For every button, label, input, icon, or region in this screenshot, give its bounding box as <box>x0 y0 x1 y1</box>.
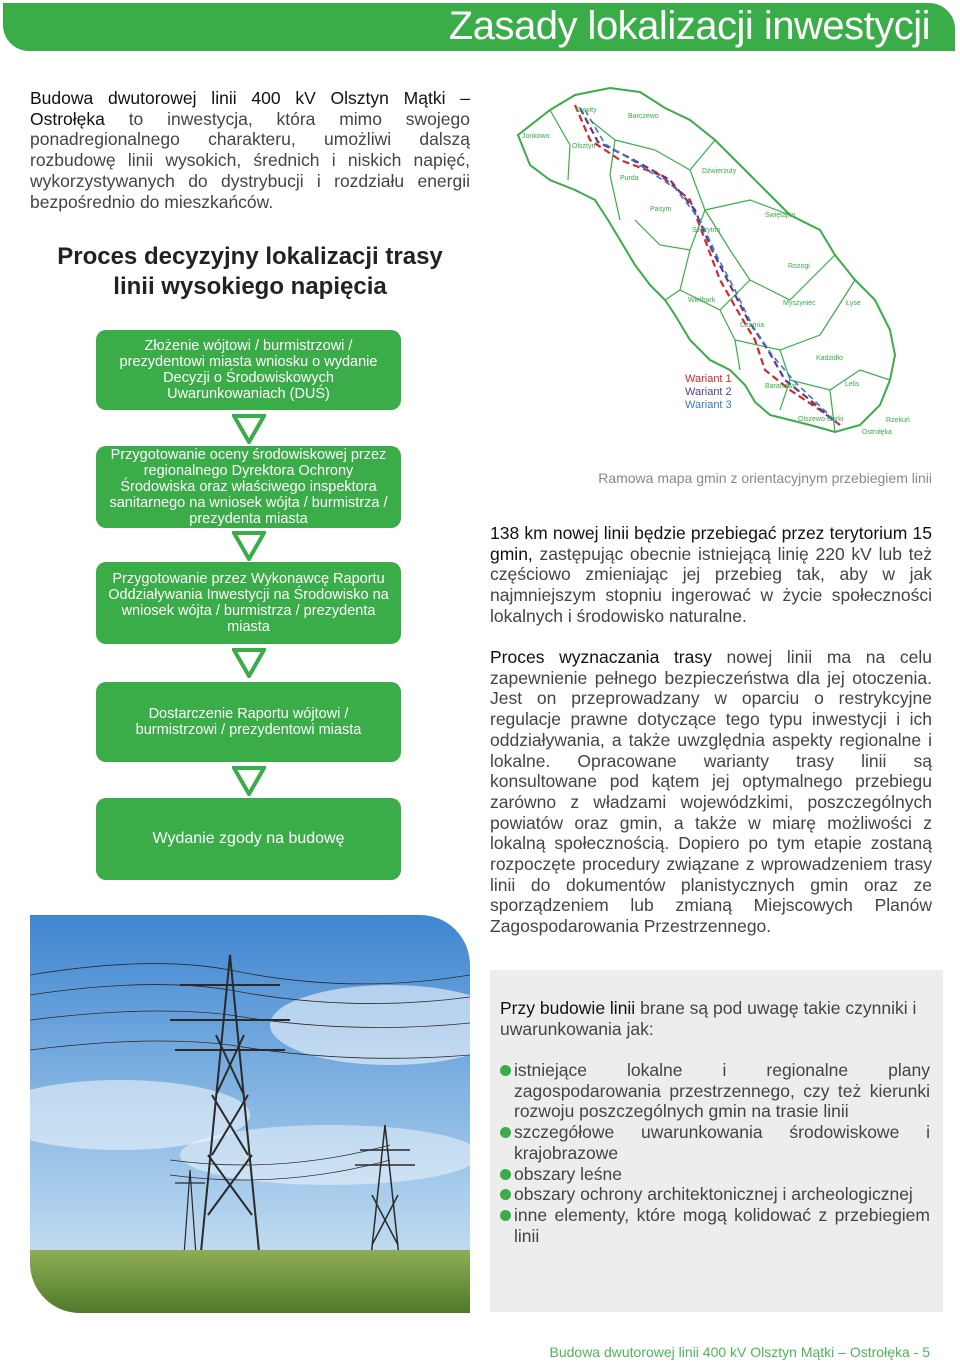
map-label-wielbark: Wielbark <box>688 297 716 304</box>
process-title-line1: Proces decyzyjny lokalizacji trasy <box>57 243 443 270</box>
flow-step-3: Przygotowanie przez Wykonawcę Raportu Oddziaływania Inwestycji na Środowisko na wniosek wójta / burmistrza / prezydenta miasta <box>96 562 401 644</box>
intro-text <box>30 88 470 212</box>
bullet-icon <box>500 1189 511 1200</box>
map-label-jonkowo: Jonkowo <box>522 133 550 140</box>
map-label-kadzidlo: Kadzidło <box>816 355 843 362</box>
map-label-barczewo: Barczewo <box>628 113 659 120</box>
flow-step-4: Dostarczenie Raportu wójtowi / burmistrzowi / prezydentowi miasta <box>96 682 401 762</box>
bullet-icon <box>500 1169 511 1180</box>
map-label-rzekun: Rzekuń <box>886 417 910 424</box>
list-item: obszary ochrony architektonicznej i archeologicznej <box>500 1184 930 1205</box>
map-label-rozogi: Rozogi <box>788 263 810 270</box>
factors-intro-body: brane są pod uwagę takie czynniki i uwarunkowania jak: <box>500 998 917 1039</box>
map-label-lelis: Lelis <box>845 381 860 388</box>
paragraph-route-length <box>490 523 932 627</box>
route-map <box>490 80 935 440</box>
list-item: inne elementy, które mogą kolidować z przebiegiem linii <box>500 1205 930 1246</box>
process-title-line2: linii wysokiego napięcia <box>113 273 387 300</box>
map-caption: Ramowa mapa gmin z orientacyjnym przebiegiem linii <box>598 470 932 486</box>
map-label-swietajno: Świętajno <box>765 212 796 219</box>
factors-intro <box>500 998 920 1039</box>
map-label-czarnia: Czarnia <box>740 322 765 329</box>
process-title <box>30 242 470 302</box>
intro-bold: Budowa dwutorowej linii 400 kV Olsztyn Mątki – Ostrołęka <box>30 88 470 129</box>
list-item: obszary leśne <box>500 1164 930 1185</box>
page-title: Zasady lokalizacji inwestycji <box>448 4 930 48</box>
bullet-icon <box>500 1127 511 1138</box>
power-pylons-photo <box>30 915 470 1313</box>
list-item: szczegółowe uwarunkowania środowiskowe i krajobrazowe <box>500 1122 930 1163</box>
map-label-lyse: Łyse <box>846 300 861 307</box>
map-label-ostroleka: Ostrołęka <box>862 429 892 436</box>
map-label-purda: Purda <box>620 175 639 182</box>
factors-intro-bold: Przy budowie linii <box>500 998 636 1018</box>
para1-bold: 138 km nowej linii będzie przebiegać przez terytorium 15 gmin, <box>490 523 932 564</box>
legend-variant-2: Wariant 2 <box>685 386 732 398</box>
map-label-dzwierzuty: Dźwierzuty <box>702 168 737 175</box>
bullet-icon <box>500 1210 511 1221</box>
flow-arrow-3-icon <box>232 648 266 678</box>
legend-variant-1: Wariant 1 <box>685 373 732 385</box>
paragraph-route-process <box>490 647 932 937</box>
map-label-dywity: Dywity <box>576 107 597 114</box>
flow-arrow-2-icon <box>232 531 266 561</box>
list-item: istniejące lokalne i regionalne plany zagospodarowania przestrzennego, czy też kierunki rozwoju poszczególnych gmin na trasie linii <box>500 1060 930 1122</box>
flow-arrow-1-icon <box>232 414 266 444</box>
flow-arrow-4-icon <box>232 766 266 796</box>
para2-bold: Proces wyznaczania trasy <box>490 647 712 667</box>
map-label-olsztyn: Olsztyn <box>572 143 596 150</box>
map-label-baranowo: Baranowo <box>765 383 797 390</box>
flow-step-1: Złożenie wójtowi / burmistrzowi / prezydentowi miasta wniosku o wydanie Decyzji o Środowiskowych Uwarunkowaniach (DUŚ) <box>96 330 401 410</box>
bullet-icon <box>500 1065 511 1076</box>
factors-box <box>490 970 943 1312</box>
map-label-olszewo-borki: Olszewo-Borki <box>798 416 844 423</box>
para1-body: zastępując obecnie istniejącą linię 220 kV lub też częściowo zmieniając jej przebieg tak, aby w jak najmniejszym stopniu ingerować w życie społeczności lokalnych i środowisko naturalne. <box>490 543 932 626</box>
map-label-myszyniec: Myszyniec <box>783 300 816 307</box>
map-label-szczytno: Szczytno <box>692 227 721 234</box>
legend-variant-3: Wariant 3 <box>685 399 732 411</box>
flow-step-2: Przygotowanie oceny środowiskowej przez regionalnego Dyrektora Ochrony Środowiska oraz właściwego inspektora sanitarnego na wniosek wójta / burmistrza / prezydenta miasta <box>96 446 401 528</box>
flow-step-5: Wydanie zgody na budowę <box>96 798 401 880</box>
intro-body: to inwestycja, która mimo swojego ponadregionalnego charakteru, umożliwi dalszą rozbudowę linii wysokich, średnich i niskich napięć, wykorzystywanych do dystrybucji i rozdziału energii bezpośrednio do mieszkańców. <box>30 108 470 212</box>
factors-list <box>500 1060 930 1246</box>
page-footer: Budowa dwutorowej linii 400 kV Olsztyn Mątki – Ostrołęka - 5 <box>549 1344 930 1360</box>
para2-body: nowej linii ma na celu zapewnienie pełnego bezpieczeństwa dla jej otoczenia. Jest on przeprowadzany w oparciu o restrykcyjne regulacje prawne dotyczące tego typu inwestycji i ich oddziaływania, a także uwzględnia aspekty regionalne i lokalne. Opracowane warianty trasy linii są konsultowane pod kątem jej optymalnego przebiegu zarówno z władzami wojewódzkimi, poszczególnych powiatów oraz gmin, a także w miarę możliwości z lokalną społecznością. Dopiero po tym etapie zostaną rozpoczęte procedury związane z wprowadzeniem trasy linii do dokumentów planistycznych gmin oraz ze sporządzeniem lub zmianą Miejscowych Planów Zagospodarowania Przestrzennego. <box>490 647 932 937</box>
map-label-pasym: Pasym <box>650 206 672 213</box>
